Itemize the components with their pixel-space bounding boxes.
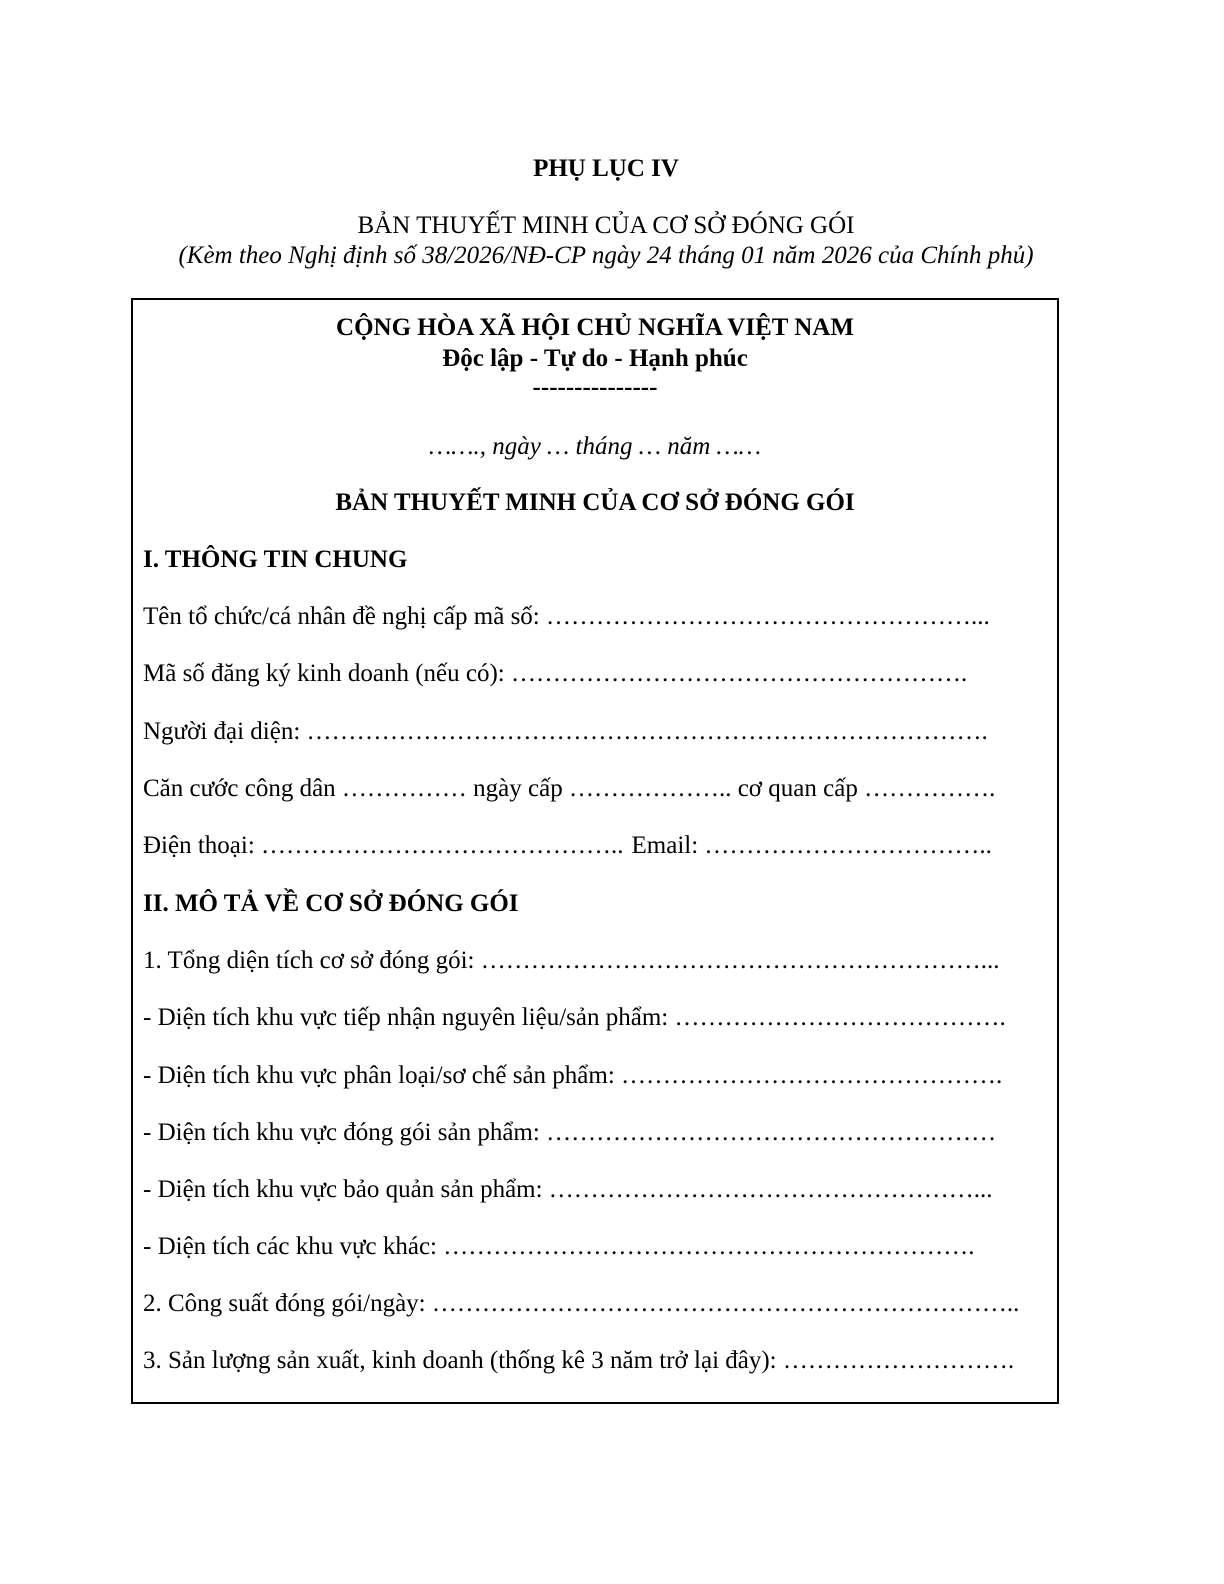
motto-separator: --------------- (532, 374, 658, 401)
storage-area-field: - Diện tích khu vực bảo quản sản phẩm: ……………………………………………... (143, 1176, 993, 1203)
phone-field: Điện thoại: …………………………………….. (143, 832, 624, 859)
capacity-field: 2. Công suất đóng gói/ngày: …………………………………………………………….. (143, 1290, 1020, 1317)
id-card-field: Căn cước công dân …………… ngày cấp ……………….. cơ quan cấp ……………. (143, 775, 996, 802)
appendix-subtitle: BẢN THUYẾT MINH CỦA CƠ SỞ ĐÓNG GÓI (357, 212, 855, 239)
appendix-reference: (Kèm theo Nghị định số 38/2026/NĐ-CP ngày 24 tháng 01 năm 2026 của Chính phủ) (178, 242, 1034, 269)
section-general-heading: I. THÔNG TIN CHUNG (143, 546, 408, 573)
receiving-area-field: - Diện tích khu vực tiếp nhận nguyên liệu/sản phẩm: …………………………………. (143, 1004, 1006, 1031)
other-area-field: - Diện tích các khu vực khác: ………………………………………………………. (143, 1233, 975, 1260)
phone-email-line (143, 830, 992, 862)
country-name: CỘNG HÒA XÃ HỘI CHỦ NGHĨA VIỆT NAM (336, 314, 854, 341)
form-box (131, 298, 1059, 1404)
org-name-field: Tên tổ chức/cá nhân đề nghị cấp mã số: ……………………………………………... (143, 603, 990, 630)
date-line: ……., ngày … tháng … năm …… (429, 433, 761, 460)
total-area-field: 1. Tổng diện tích cơ sở đóng gói: ……………………………………………………... (143, 947, 1000, 974)
packing-area-field: - Diện tích khu vực đóng gói sản phẩm: ……………………………………………… (143, 1119, 997, 1146)
section-description-heading: II. MÔ TẢ VỀ CƠ SỞ ĐÓNG GÓI (143, 890, 519, 917)
business-code-field: Mã số đăng ký kinh doanh (nếu có): ………………………………………………. (143, 660, 968, 687)
appendix-title: PHỤ LỤC IV (533, 155, 679, 182)
output-field: 3. Sản lượng sản xuất, kinh doanh (thống kê 3 năm trở lại đây): ………………………. (143, 1347, 1015, 1374)
representative-field: Người đại diện: ………………………………………………………………………. (143, 718, 988, 745)
form-title: BẢN THUYẾT MINH CỦA CƠ SỞ ĐÓNG GÓI (335, 489, 855, 516)
sorting-area-field: - Diện tích khu vực phân loại/sơ chế sản phẩm: ………………………………………. (143, 1062, 1003, 1089)
national-motto: Độc lập - Tự do - Hạnh phúc (442, 345, 748, 372)
email-field: Email: …………………………….. (631, 832, 992, 859)
